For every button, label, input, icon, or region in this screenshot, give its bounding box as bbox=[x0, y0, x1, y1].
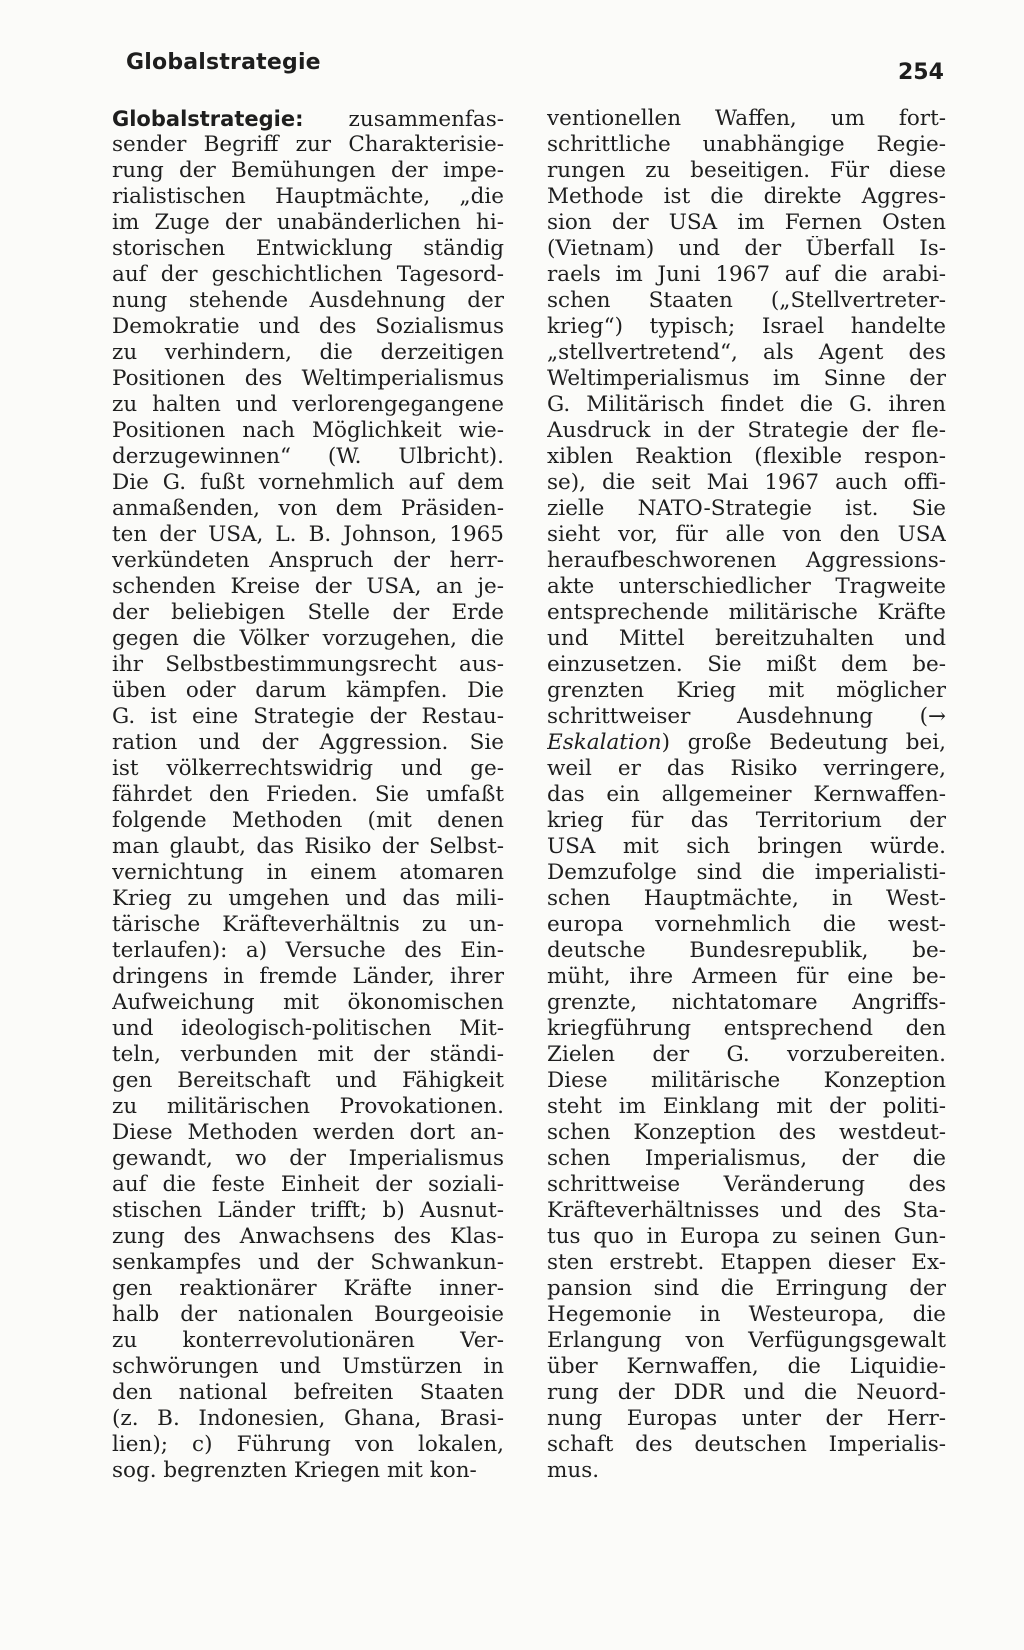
text-line: zung des Anwachsens des Klas- bbox=[112, 1224, 504, 1249]
text-line: deutsche Bundesrepublik, be- bbox=[547, 938, 946, 963]
text-line: Eskalation) große Bedeutung bei, bbox=[547, 730, 946, 755]
text-line: rung der Bemühungen der impe- bbox=[112, 158, 504, 183]
text-line: krieg für das Territorium der bbox=[547, 808, 946, 833]
text-line: krieg“) typisch; Israel handelte bbox=[547, 314, 946, 339]
text-line: ten der USA, L. B. Johnson, 1965 bbox=[112, 522, 504, 547]
text-line: dringens in fremde Länder, ihrer bbox=[112, 964, 504, 989]
text-line: Globalstrategie: zusammenfas- bbox=[112, 107, 504, 132]
text-line: (z. B. Indonesien, Ghana, Brasi- bbox=[112, 1406, 504, 1431]
text-line: se), die seit Mai 1967 auch offi- bbox=[547, 470, 946, 495]
text-line: ventionellen Waffen, um fort- bbox=[547, 106, 946, 131]
text-line: G. ist eine Strategie der Restau- bbox=[112, 704, 504, 729]
text-line: gen reaktionärer Kräfte inner- bbox=[112, 1276, 504, 1301]
text-line: schrittweiser Ausdehnung (→ bbox=[547, 704, 946, 729]
text-line: gegen die Völker vorzugehen, die bbox=[112, 626, 504, 651]
text-line: zu halten und verlorengegangene bbox=[112, 392, 504, 417]
text-line: Die G. fußt vornehmlich auf dem bbox=[112, 470, 504, 495]
running-head-title: Globalstrategie bbox=[126, 50, 321, 75]
text-line: üben oder darum kämpfen. Die bbox=[112, 678, 504, 703]
text-line: das ein allgemeiner Kernwaffen- bbox=[547, 782, 946, 807]
text-line: storischen Entwicklung ständig bbox=[112, 236, 504, 261]
text-line: schen Hauptmächte, in West- bbox=[547, 886, 946, 911]
text-line: G. Militärisch findet die G. ihren bbox=[547, 392, 946, 417]
text-line: den national befreiten Staaten bbox=[112, 1380, 504, 1405]
text-line: sender Begriff zur Charakterisie- bbox=[112, 132, 504, 157]
text-line: Positionen nach Möglichkeit wie- bbox=[112, 418, 504, 443]
text-line: rungen zu beseitigen. Für diese bbox=[547, 158, 946, 183]
text-line: anmaßenden, von dem Präsiden- bbox=[112, 496, 504, 521]
text-line: akte unterschiedlicher Tragweite bbox=[547, 574, 946, 599]
text-line: derzugewinnen“ (W. Ulbricht). bbox=[112, 444, 504, 469]
text-line: teln, verbunden mit der ständi- bbox=[112, 1042, 504, 1067]
text-line: (Vietnam) und der Überfall Is- bbox=[547, 236, 946, 261]
text-line: und Mittel bereitzuhalten und bbox=[547, 626, 946, 651]
text-line: gewandt, wo der Imperialismus bbox=[112, 1146, 504, 1171]
text-line: pansion sind die Erringung der bbox=[547, 1276, 946, 1301]
text-column-left bbox=[112, 106, 504, 1484]
text-line: einzusetzen. Sie mißt dem be- bbox=[547, 652, 946, 677]
text-line: gen Bereitschaft und Fähigkeit bbox=[112, 1068, 504, 1093]
text-line: weil er das Risiko verringere, bbox=[547, 756, 946, 781]
text-line: Hegemonie in Westeuropa, die bbox=[547, 1302, 946, 1327]
text-line: man glaubt, das Risiko der Selbst- bbox=[112, 834, 504, 859]
text-line: über Kernwaffen, die Liquidie- bbox=[547, 1354, 946, 1379]
text-line: zielle NATO-Strategie ist. Sie bbox=[547, 496, 946, 521]
text-line: Zielen der G. vorzubereiten. bbox=[547, 1042, 946, 1067]
text-line: heraufbeschworenen Aggressions- bbox=[547, 548, 946, 573]
text-line: sieht vor, für alle von den USA bbox=[547, 522, 946, 547]
text-line: auf der geschichtlichen Tagesord- bbox=[112, 262, 504, 287]
text-line: „stellvertretend“, als Agent des bbox=[547, 340, 946, 365]
text-line: schaft des deutschen Imperialis- bbox=[547, 1432, 946, 1457]
text-line: entsprechende militärische Kräfte bbox=[547, 600, 946, 625]
text-line: zu verhindern, die derzeitigen bbox=[112, 340, 504, 365]
entry-term: Globalstrategie: bbox=[112, 107, 304, 131]
text-line: Methode ist die direkte Aggres- bbox=[547, 184, 946, 209]
text-line: schrittliche unabhängige Regie- bbox=[547, 132, 946, 157]
text-line: Weltimperialismus im Sinne der bbox=[547, 366, 946, 391]
text-line: Ausdruck in der Strategie der fle- bbox=[547, 418, 946, 443]
text-line: terlaufen): a) Versuche des Ein- bbox=[112, 938, 504, 963]
text-line: schen Staaten („Stellvertreter- bbox=[547, 288, 946, 313]
text-line: nung Europas unter der Herr- bbox=[547, 1406, 946, 1431]
text-line: auf die feste Einheit der soziali- bbox=[112, 1172, 504, 1197]
text-line: und ideologisch-politischen Mit- bbox=[112, 1016, 504, 1041]
text-line: ration und der Aggression. Sie bbox=[112, 730, 504, 755]
text-line: zu konterrevolutionären Ver- bbox=[112, 1328, 504, 1353]
text-line: nung stehende Ausdehnung der bbox=[112, 288, 504, 313]
text-line: Diese Methoden werden dort an- bbox=[112, 1120, 504, 1145]
text-line: halb der nationalen Bourgeoisie bbox=[112, 1302, 504, 1327]
text-line: der beliebigen Stelle der Erde bbox=[112, 600, 504, 625]
text-column-right bbox=[547, 106, 946, 1484]
text-line: Kräfteverhältnisses und des Sta- bbox=[547, 1198, 946, 1223]
text-line: Positionen des Weltimperialismus bbox=[112, 366, 504, 391]
text-line: steht im Einklang mit der politi- bbox=[547, 1094, 946, 1119]
text-line: grenzte, nichtatomare Angriffs- bbox=[547, 990, 946, 1015]
text-line: rialistischen Hauptmächte, „die bbox=[112, 184, 504, 209]
text-line: schenden Kreise der USA, an je- bbox=[112, 574, 504, 599]
text-line: Aufweichung mit ökonomischen bbox=[112, 990, 504, 1015]
page-number: 254 bbox=[898, 60, 944, 85]
text-line: folgende Methoden (mit denen bbox=[112, 808, 504, 833]
text-line: zu militärischen Provokationen. bbox=[112, 1094, 504, 1119]
text-line: grenzten Krieg mit möglicher bbox=[547, 678, 946, 703]
text-line: Diese militärische Konzeption bbox=[547, 1068, 946, 1093]
text-line: raels im Juni 1967 auf die arabi- bbox=[547, 262, 946, 287]
text-line: tärische Kräfteverhältnis zu un- bbox=[112, 912, 504, 937]
text-line: fährdet den Frieden. Sie umfaßt bbox=[112, 782, 504, 807]
text-line: tus quo in Europa zu seinen Gun- bbox=[547, 1224, 946, 1249]
text-line: europa vornehmlich die west- bbox=[547, 912, 946, 937]
text-line: Krieg zu umgehen und das mili- bbox=[112, 886, 504, 911]
text-line: Demzufolge sind die imperialisti- bbox=[547, 860, 946, 885]
text-line: vernichtung in einem atomaren bbox=[112, 860, 504, 885]
text-line: senkampfes und der Schwankun- bbox=[112, 1250, 504, 1275]
text-line: kriegführung entsprechend den bbox=[547, 1016, 946, 1041]
cross-reference[interactable]: Eskalation bbox=[547, 730, 662, 755]
text-line: rung der DDR und die Neuord- bbox=[547, 1380, 946, 1405]
text-line: müht, ihre Armeen für eine be- bbox=[547, 964, 946, 989]
text-line: ihr Selbstbestimmungsrecht aus- bbox=[112, 652, 504, 677]
text-line: USA mit sich bringen würde. bbox=[547, 834, 946, 859]
text-line: Demokratie und des Sozialismus bbox=[112, 314, 504, 339]
text-line: sion der USA im Fernen Osten bbox=[547, 210, 946, 235]
text-line: ist völkerrechtswidrig und ge- bbox=[112, 756, 504, 781]
text-line: mus. bbox=[547, 1458, 600, 1483]
text-line: sten erstrebt. Etappen dieser Ex- bbox=[547, 1250, 946, 1275]
text-line: schwörungen und Umstürzen in bbox=[112, 1354, 504, 1379]
text-line: schen Konzeption des westdeut- bbox=[547, 1120, 946, 1145]
text-line: lien); c) Führung von lokalen, bbox=[112, 1432, 504, 1457]
text-line: verkündeten Anspruch der herr- bbox=[112, 548, 504, 573]
text-line: Erlangung von Verfügungsgewalt bbox=[547, 1328, 946, 1353]
text-line: schrittweise Veränderung des bbox=[547, 1172, 946, 1197]
text-line: sog. begrenzten Kriegen mit kon- bbox=[112, 1458, 477, 1483]
text-line: stischen Länder trifft; b) Ausnut- bbox=[112, 1198, 504, 1223]
text-line: im Zuge der unabänderlichen hi- bbox=[112, 210, 504, 235]
text-line: schen Imperialismus, der die bbox=[547, 1146, 946, 1171]
text-line: xiblen Reaktion (flexible respon- bbox=[547, 444, 946, 469]
